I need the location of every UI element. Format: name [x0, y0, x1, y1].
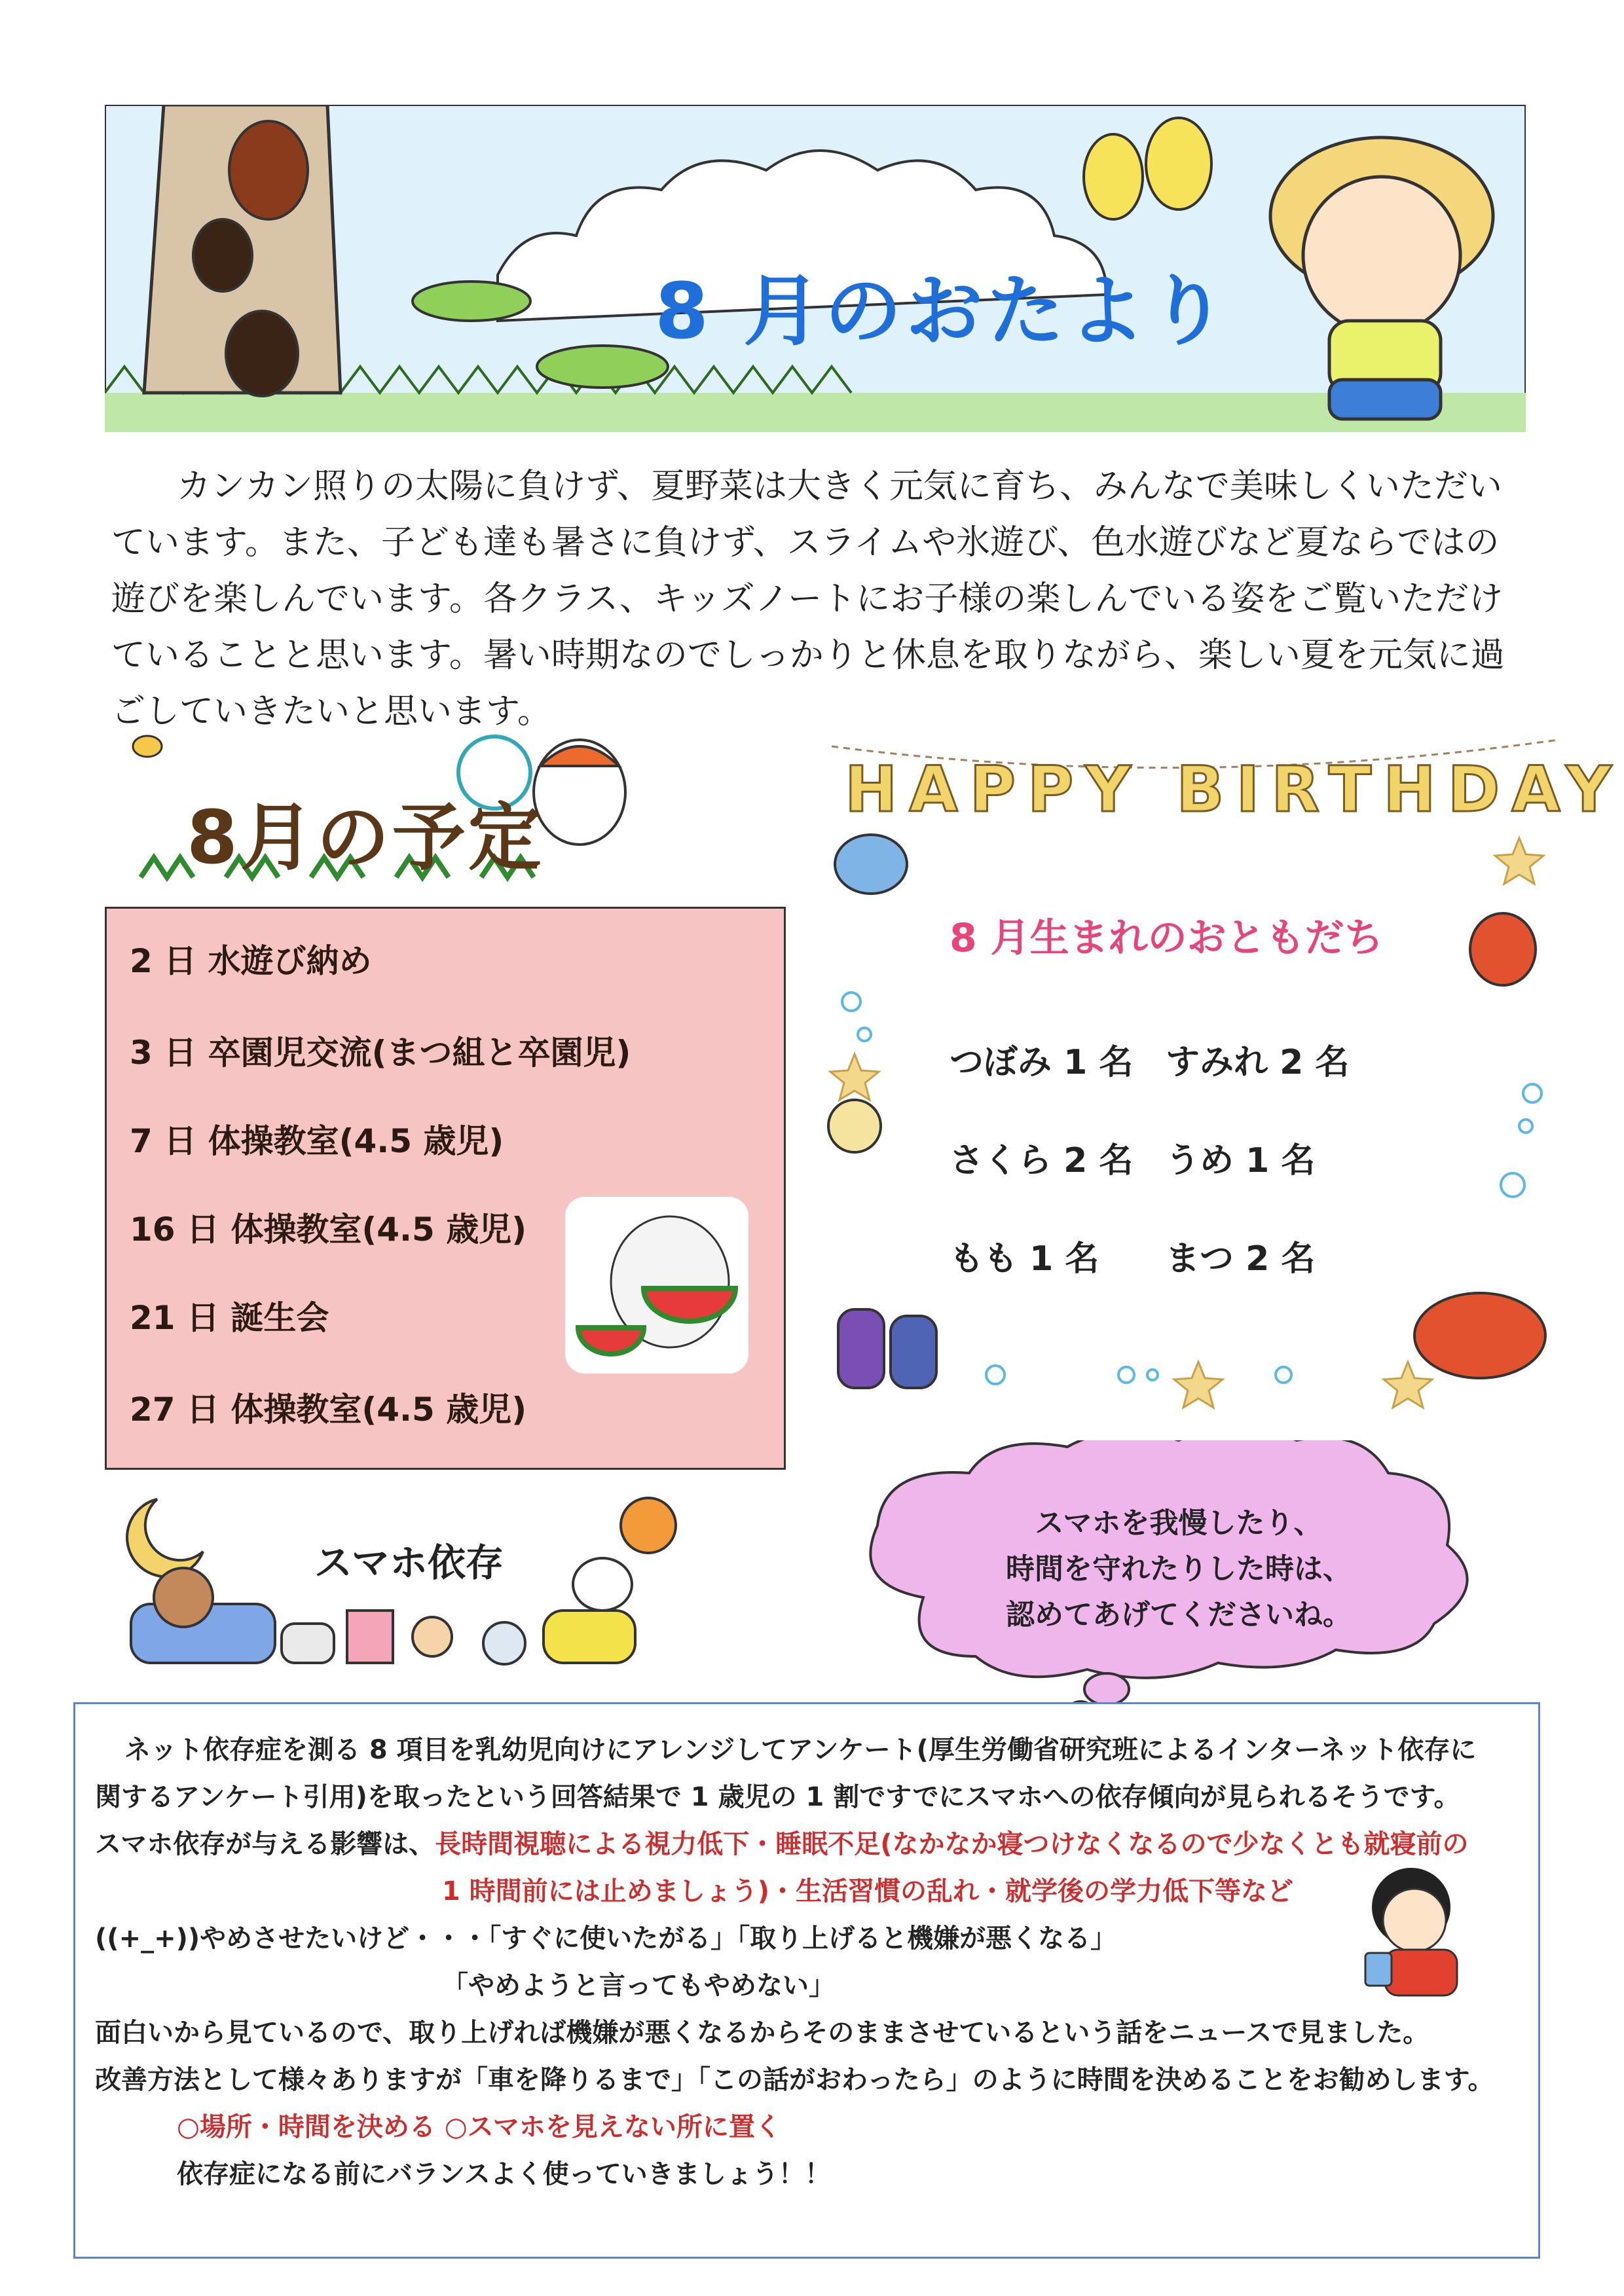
schedule-heading: 8月の予定 — [187, 795, 544, 881]
birthday-class-count: つぼみ 1 名 — [950, 1043, 1134, 1082]
cloud-text: 時間を守れたりした時は、 — [1006, 1552, 1352, 1586]
page-title: 8 月のおたより — [655, 266, 1231, 356]
schedule-item: 16 日 体操教室(4.5 歳児) — [130, 1211, 527, 1248]
schedule-item: 3 日 卒園児交流(まつ組と卒園児) — [130, 1034, 631, 1072]
schedule-box — [105, 907, 786, 1470]
info-text: 「やめようと言ってもやめない」 — [442, 1971, 835, 2001]
birthday-class-count: すみれ 2 名 — [1166, 1043, 1350, 1082]
info-text-highlight: 1 時間前には止めましょう)・生活習慣の乱れ・就学後の学力低下等など — [442, 1876, 1294, 1906]
watermelon-illustration — [565, 1197, 748, 1374]
info-text: 依存症になる前にバランスよく使っていきましょう！！ — [177, 2159, 831, 2189]
birthday-row — [950, 1133, 1315, 1182]
info-text-lead: スマホ依存が与える影響は、 — [95, 1829, 435, 1859]
info-text-highlight: ○場所・時間を決める ○スマホを見えない所に置く — [177, 2112, 781, 2142]
info-text — [95, 1823, 1468, 1861]
birthday-class-count: もも 1 名 — [950, 1239, 1099, 1279]
cloud-text: スマホを我慢したり、 — [1035, 1506, 1323, 1540]
header-banner — [105, 105, 1526, 432]
schedule-heading-art — [128, 720, 638, 897]
info-text: 面白いから見ているので、取り上げれば機嫌が悪くなるからそのままさせているという話をニュースで見ました。 — [95, 2018, 1430, 2048]
info-text-highlight: 長時間視聴による視力低下・睡眠不足(なかなか寝つけなくなるので少なくとも就寝前の — [435, 1829, 1469, 1859]
birthday-class-count: まつ 2 名 — [1166, 1239, 1316, 1279]
cloud-text: 認めてあげてくださいね。 — [1006, 1598, 1352, 1631]
schedule-item: 27 日 体操教室(4.5 歳児) — [130, 1391, 527, 1429]
info-text: ネット依存症を測る 8 項目を乳幼児向けにアレンジしてアンケート(厚生労働省研究班によるインターネット依存に — [124, 1735, 1477, 1765]
info-box — [73, 1702, 1540, 2259]
schedule-item: 7 日 体操教室(4.5 歳児) — [130, 1122, 504, 1160]
info-text: 改善方法として様々ありますが「車を降りるまで」「この話がおわったら」のように時間を決めることをお勧めします。 — [95, 2065, 1494, 2095]
schedule-item: 2 日 水遊び納め — [130, 942, 372, 980]
birthday-decoration — [825, 727, 1565, 1447]
birthday-row — [950, 1231, 1315, 1280]
smartphone-heading-art — [118, 1480, 812, 1683]
birthday-card — [825, 727, 1623, 1447]
schedule-item: 21 日 誕生会 — [130, 1299, 329, 1337]
intro-paragraph: カンカン照りの太陽に負けず、夏野菜は大きく元気に育ち、みんなで美味しくいただいています。また、子ども達も暑さに負けず、スライムや氷遊び、色水遊びなど夏ならではの遊びを楽しんでいます。各クラス、キッズノートにお子様の楽しんでいる姿をご覧いただけていることと思います。暑い時期なのでしっかりと休息を取りながら、楽しい夏を元気に過ごしていきたいと思います。 — [111, 467, 1505, 731]
birthday-class-count: さくら 2 名 — [950, 1141, 1134, 1180]
birthday-row — [950, 1034, 1349, 1084]
info-text: 関するアンケート引用)を取ったという回答結果で 1 歳児の 1 割ですでにスマホへの依存傾向が見られるそうです。 — [95, 1782, 1460, 1812]
speech-cloud — [845, 1440, 1513, 1722]
child-phone-illustration — [1352, 1861, 1483, 2005]
birthday-class-count: うめ 1 名 — [1166, 1141, 1316, 1180]
info-text: ((+_+))やめさせたいけど・・・「すぐに使いたがる」「取り上げると機嫌が悪くなる」 — [95, 1923, 1117, 1954]
smartphone-heading: スマホ依存 — [314, 1540, 504, 1585]
birthday-heading: 8 月生まれのおともだち — [950, 915, 1384, 961]
birthday-banner: HAPPY BIRTHDAY — [845, 753, 1623, 826]
